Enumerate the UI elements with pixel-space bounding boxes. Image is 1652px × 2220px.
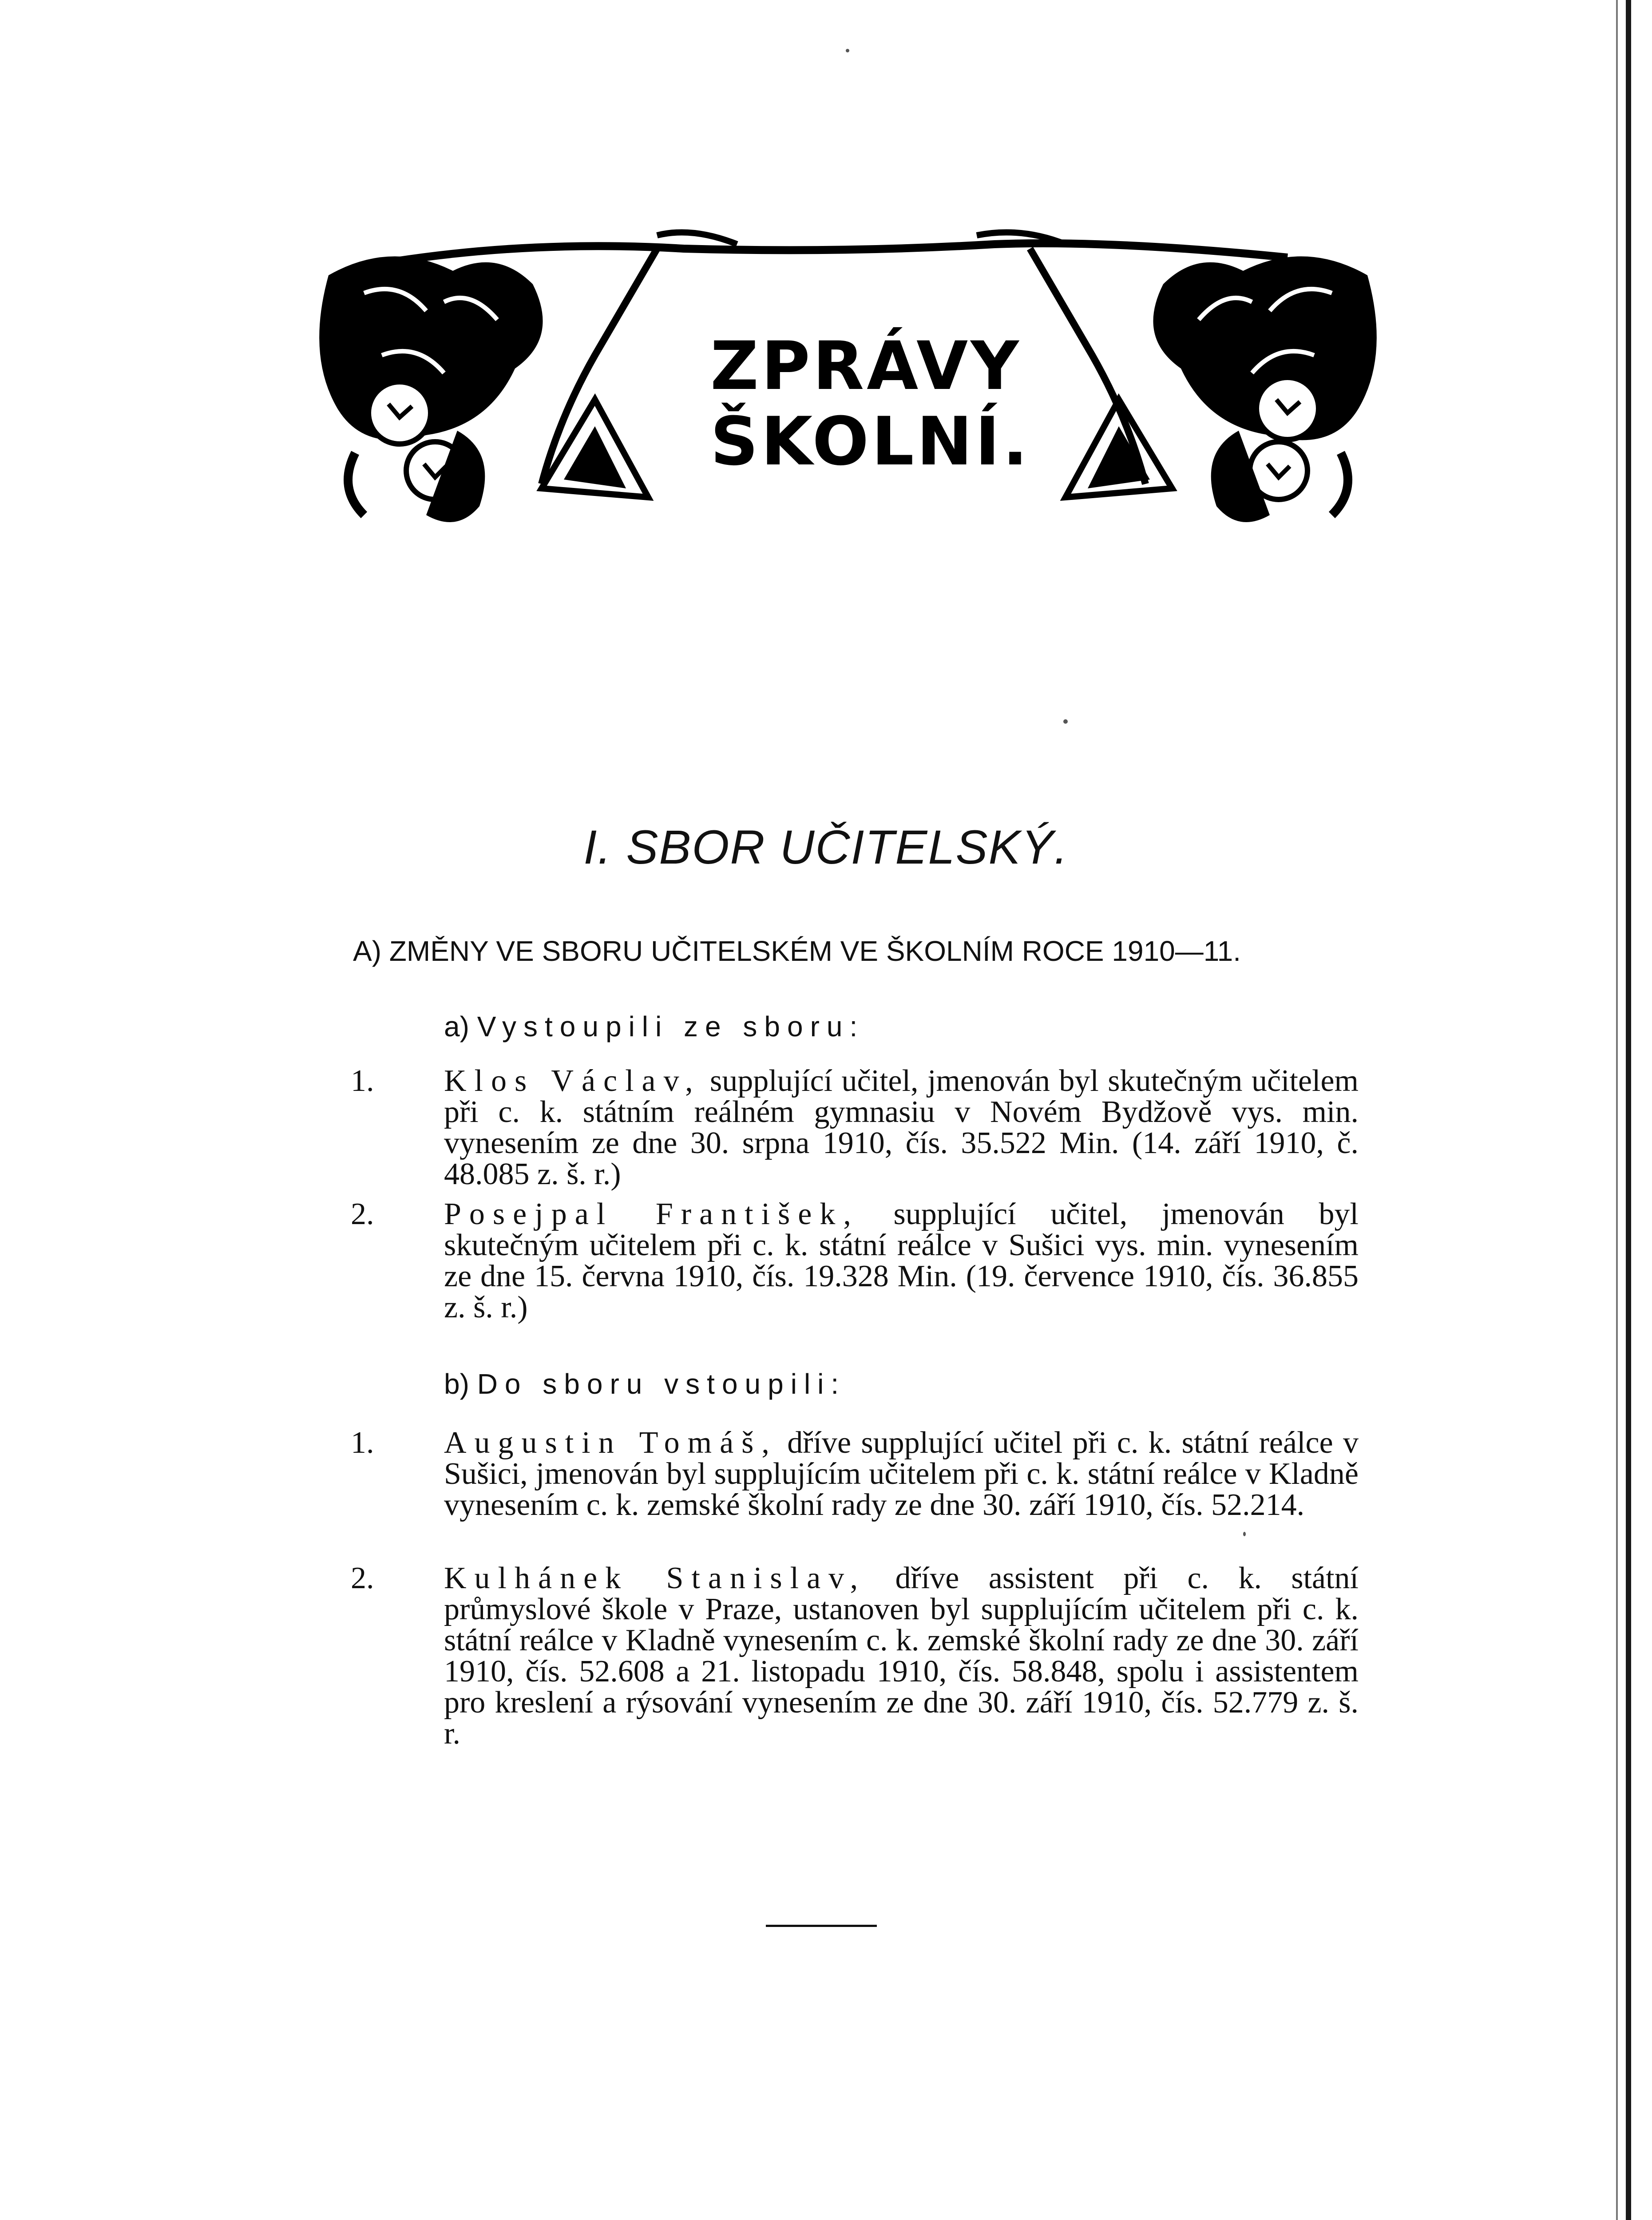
left-foliage-icon	[319, 256, 543, 522]
section-heading: I. SBOR UČITELSKÝ.	[583, 820, 1069, 874]
entry-name: Posejpal František,	[444, 1197, 859, 1231]
group-label: Vystoupili ze sboru:	[477, 1011, 865, 1043]
group-heading-b	[444, 1368, 846, 1400]
entry-text: supplující učitel, jmenován byl skutečným učitelem při c. k. státní reálce v Sušici vys. min. vynesením ze dne 15. června 1910, čís. 19.328 Min. (19. července 1910, čís. 36.855 z. š. r.)	[444, 1197, 1359, 1324]
header-title-line1: ZPRÁVY	[710, 328, 1022, 405]
entry-number: 1.	[351, 1426, 374, 1460]
page-edge-shadow	[1616, 0, 1618, 2220]
group-heading-a	[444, 1010, 864, 1043]
entry-text: supplující učitel, jmenován byl skutečným učitelem při c. k. státním reálném gymnasiu v Novém Bydžově vys. min. vynesením ze dne 30. srpna 1910, čís. 35.522 Min. (14. září 1910, č. 48.085 z. š. r.)	[444, 1064, 1359, 1191]
entry-name: Klos Václav,	[444, 1064, 701, 1098]
list-item	[351, 1427, 1359, 1521]
right-foliage-icon	[1153, 256, 1377, 522]
group-prefix: b)	[444, 1368, 469, 1400]
list-item	[351, 1066, 1359, 1190]
entry-number: 1.	[351, 1064, 374, 1098]
list-item	[351, 1199, 1359, 1323]
divider	[766, 1925, 877, 1927]
entry-name: Augustin Tomáš,	[444, 1426, 777, 1460]
entry-name: Kulhánek Stanislav,	[444, 1561, 866, 1595]
sub-heading: A) ZMĚNY VE SBORU UČITELSKÉM VE ŠKOLNÍM ROCE 1910—11.	[353, 935, 1241, 967]
entry-number: 2.	[351, 1561, 374, 1595]
entry-text: dříve supplující učitel při c. k. státní reálce v Sušici, jmenován byl supplujícím učitelem při c. k. státní reálce v Kladně vynesením c. k. zemské školní rady ze dne 30. září 1910, čís. 52.214.	[444, 1426, 1359, 1522]
header-title	[710, 328, 1030, 480]
list-item	[351, 1563, 1359, 1749]
entry-number: 2.	[351, 1197, 374, 1231]
header-title-line2: ŠKOLNÍ.	[710, 403, 1030, 480]
group-label: Do sboru vstoupili:	[477, 1368, 846, 1400]
entry-text: dříve assistent při c. k. státní průmyslové škole v Praze, ustanoven byl supplujícím učitelem při c. k. státní reálce v Kladně vynesením c. k. zemské školní rady ze dne 30. září 1910, čís. 52.608 a 21. listopadu 1910, čís. 58.848, spolu i assistentem pro kreslení a rýsování vynesením ze dne 30. září 1910, čís. 52.779 z. š. r.	[444, 1561, 1359, 1751]
group-prefix: a)	[444, 1011, 469, 1043]
page-edge	[1626, 0, 1631, 2220]
